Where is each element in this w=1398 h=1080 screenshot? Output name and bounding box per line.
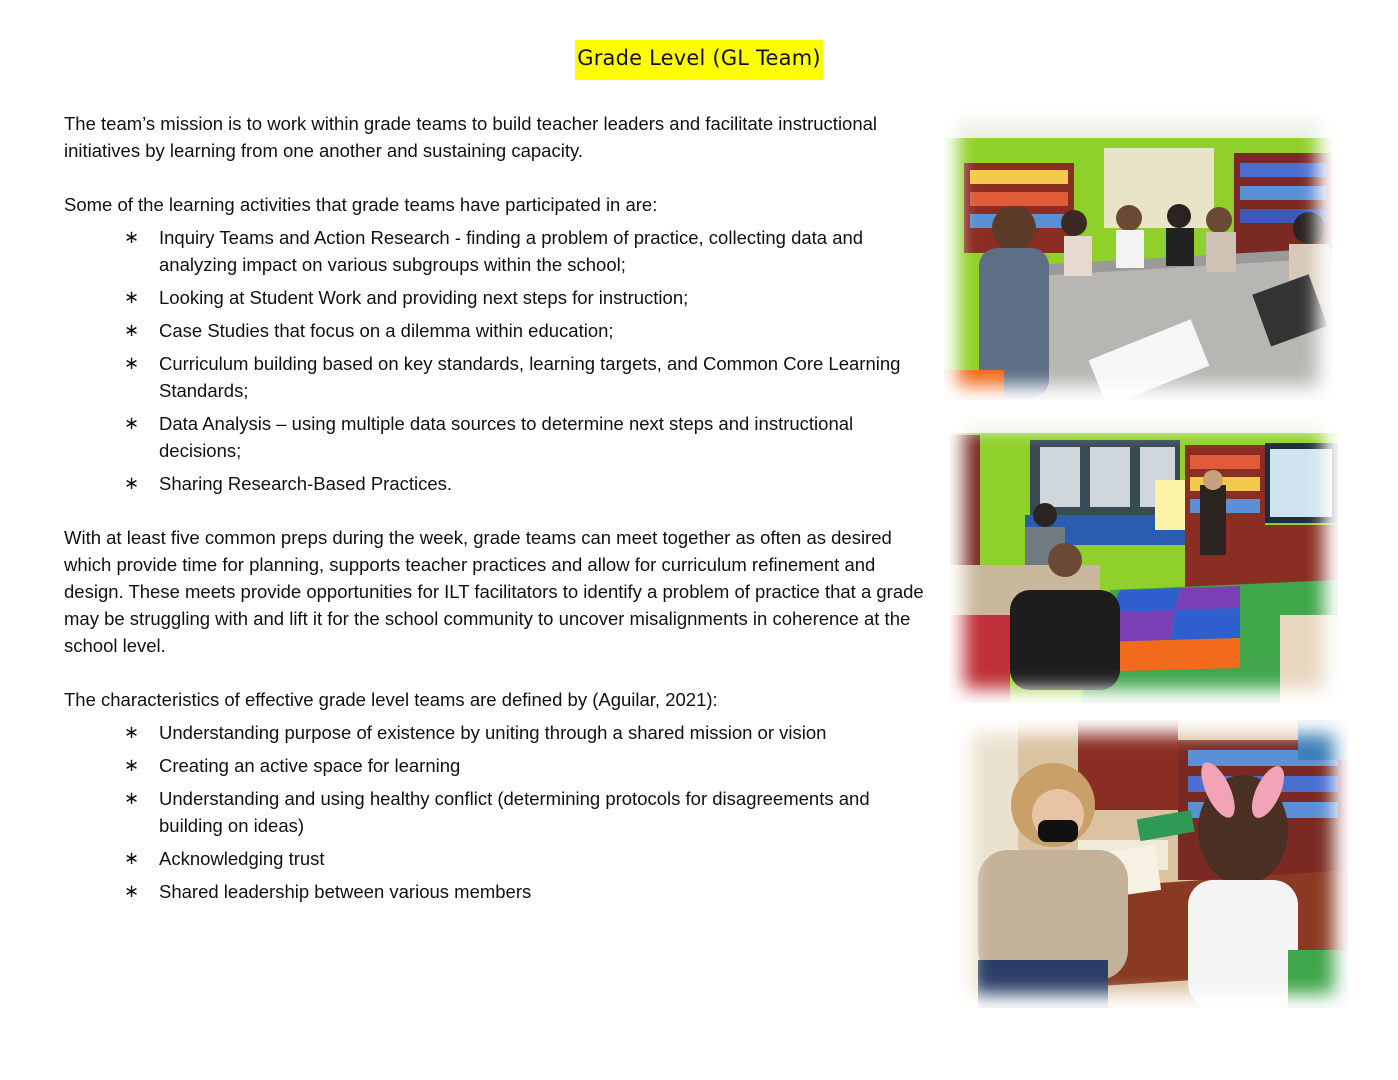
photo-teachers-meeting: [944, 108, 1332, 400]
bullet-star-icon: ∗: [124, 788, 140, 808]
list-item: ∗ Sharing Research-Based Practices.: [124, 470, 934, 497]
list-item: ∗ Looking at Student Work and providing next steps for instruction;: [124, 284, 934, 311]
bullet-star-icon: ∗: [124, 755, 140, 775]
list-item: ∗ Creating an active space for learning: [124, 752, 934, 779]
list-item: ∗ Case Studies that focus on a dilemma within education;: [124, 317, 934, 344]
bullet-star-icon: ∗: [124, 227, 140, 247]
characteristics-list: [64, 719, 934, 905]
page-title: Grade Level (GL Team): [575, 40, 823, 80]
text-column: [64, 110, 934, 932]
list-item: ∗ Acknowledging trust: [124, 845, 934, 872]
bullet-star-icon: ∗: [124, 722, 140, 742]
bullet-star-icon: ∗: [124, 413, 140, 433]
preps-paragraph: With at least five common preps during the week, grade teams can meet together as often as desired which provide time for planning, supports teacher practices and allow for curriculum refinement and design. These meets provide opportunities for ILT facilitators to identify a problem of practice that a grade may be struggling with and lift it for the school community to uncover misalignments in coherence at the school level.: [64, 527, 924, 656]
intro-paragraph: The team’s mission is to work within grade teams to build teacher leaders and facilitate instructional initiatives by learning from one another and sustaining capacity.: [64, 113, 878, 161]
bullet-star-icon: ∗: [124, 287, 140, 307]
characteristics-lead: The characteristics of effective grade level teams are defined by (Aguilar, 2021):: [64, 689, 718, 710]
list-item: ∗ Understanding purpose of existence by uniting through a shared mission or vision: [124, 719, 934, 746]
bullet-star-icon: ∗: [124, 320, 140, 340]
bullet-star-icon: ∗: [124, 848, 140, 868]
list-item: ∗ Curriculum building based on key standards, learning targets, and Common Core Learning Standards;: [124, 350, 934, 404]
activities-list: [64, 224, 934, 497]
title-wrap: [0, 40, 1398, 80]
list-item: ∗ Data Analysis – using multiple data sources to determine next steps and instructional decisions;: [124, 410, 934, 464]
bullet-star-icon: ∗: [124, 473, 140, 493]
bullet-star-icon: ∗: [124, 881, 140, 901]
list-item: ∗ Understanding and using healthy conflict (determining protocols for disagreements and building on ideas): [124, 785, 934, 839]
bullet-star-icon: ∗: [124, 353, 140, 373]
list-item: ∗ Inquiry Teams and Action Research - finding a problem of practice, collecting data and analyzing impact on various subgroups within the school;: [124, 224, 934, 278]
photo-teacher-with-student: [958, 720, 1348, 1008]
photo-teacher-presenting: [950, 415, 1338, 703]
list-item: ∗ Shared leadership between various members: [124, 878, 934, 905]
activities-lead: Some of the learning activities that grade teams have participated in are:: [64, 194, 658, 215]
